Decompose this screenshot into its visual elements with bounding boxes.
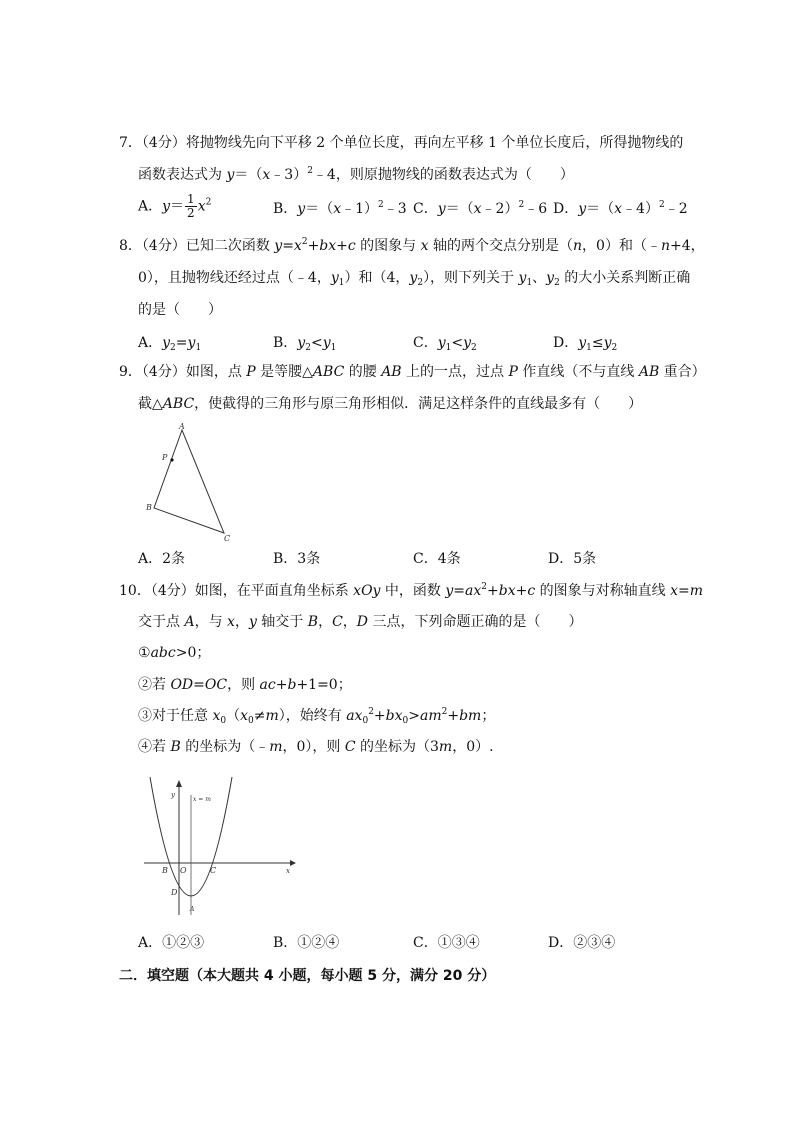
q9-option-a[interactable]: A．2条 xyxy=(138,551,186,567)
q9-option-c[interactable]: C．4条 xyxy=(413,551,461,567)
label-p: P xyxy=(162,453,168,462)
q10-statement-2: ②若 OD=OC，则 ac+b+1=0； xyxy=(138,677,352,693)
q10-statement-4: ④若 B 的坐标为（﹣m，0），则 C 的坐标为（3m，0）. xyxy=(138,739,494,755)
q7-option-c[interactable]: C．y＝（x﹣2）$^2$﹣6 xyxy=(413,200,548,217)
q7-stem-line2: 函数表达式为 y＝（x﹣3）$^2$﹣4，则原抛物线的函数表达式为（ ） xyxy=(138,166,574,183)
q7-stem-line1: 7．（4分）将抛物线先向下平移 2 个单位长度，再向左平移 1 个单位长度后，所得抛物线的 xyxy=(119,135,684,151)
q8-option-b[interactable]: B．$y_2<y_1$ xyxy=(273,335,337,353)
q8-stem-line1: 8．（4分）已知二次函数 $y=x^2+bx+c$ 的图象与 x 轴的两个交点分别是（n，0）和（﹣n+4， xyxy=(119,237,705,254)
label-a: A xyxy=(190,906,195,913)
label-c: C xyxy=(210,866,217,875)
label-c: C xyxy=(224,534,231,543)
x-axis-arrow xyxy=(290,860,296,866)
label-x: x xyxy=(286,867,290,875)
point-p xyxy=(170,458,173,461)
q10-option-b[interactable]: B．①②④ xyxy=(273,935,340,951)
q10-stem-line1: 10．（4分）如图，在平面直角坐标系 xOy 中，函数 $y=ax^2+bx+c$ 的图象与对称轴直线 x=m xyxy=(119,582,704,599)
q8-option-c[interactable]: C．$y_1<y_2$ xyxy=(413,335,477,353)
q10-option-c[interactable]: C．①③④ xyxy=(413,935,480,951)
q10-statement-3: ③对于任意 $x_0(x_0\ne m)$，始终有 $ax_0^2+bx_0>am^2+bm$； xyxy=(138,707,496,726)
label-a: A xyxy=(179,422,185,431)
q7-option-a[interactable]: A．y＝ $\frac{1}{2}$ $x^2$ xyxy=(138,192,212,220)
q8-stem-line2: 0），且抛物线还经过点（﹣4，$y_1$）和（4，$y_2$），则下列关于 $y_1$、$y_2$ 的大小关系判断正确 xyxy=(138,270,691,288)
q7-option-b[interactable]: B．y＝（x﹣1）$^2$﹣3 xyxy=(273,200,407,217)
q10-statement-1: ①abc>0； xyxy=(138,645,211,661)
q9-stem-line2: 截△ABC，使截得的三角形与原三角形相似．满足这样条件的直线最多有（ ） xyxy=(138,396,643,412)
q8-option-d[interactable]: D．$y_1\le y_2$ xyxy=(553,335,618,353)
label-o: O xyxy=(180,866,187,875)
q10-option-d[interactable]: D．②③④ xyxy=(548,935,616,951)
q9-triangle-figure xyxy=(140,420,250,545)
label-d: D xyxy=(171,888,178,897)
q8-stem-line3: 的是（ ） xyxy=(138,302,222,318)
q10-parabola-figure xyxy=(140,775,300,920)
label-b: B xyxy=(162,866,168,875)
q9-option-d[interactable]: D．5条 xyxy=(548,551,597,567)
label-b: B xyxy=(146,503,152,512)
q10-option-a[interactable]: A．①②③ xyxy=(138,935,205,951)
q10-stem-line2: 交于点 A，与 x，y 轴交于 B，C，D 三点，下列命题正确的是（ ） xyxy=(138,614,583,630)
q9-stem-line1: 9．（4分）如图，点 P 是等腰△ABC 的腰 AB 上的一点，过点 P 作直线（不与直线 AB 重合） xyxy=(119,364,706,380)
section-2-heading: 二．填空题（本大题共 4 小题，每小题 5 分，满分 20 分） xyxy=(119,968,496,984)
triangle-abc xyxy=(154,430,224,533)
q9-option-b[interactable]: B．3条 xyxy=(273,551,321,567)
y-axis-arrow xyxy=(176,780,182,787)
label-y: y xyxy=(171,791,175,799)
q7-option-d[interactable]: D．y＝（x﹣4）$^2$﹣2 xyxy=(553,200,688,217)
label-x-eq-m: x = m xyxy=(193,796,211,803)
q8-option-a[interactable]: A．$y_2=y_1$ xyxy=(138,335,202,353)
